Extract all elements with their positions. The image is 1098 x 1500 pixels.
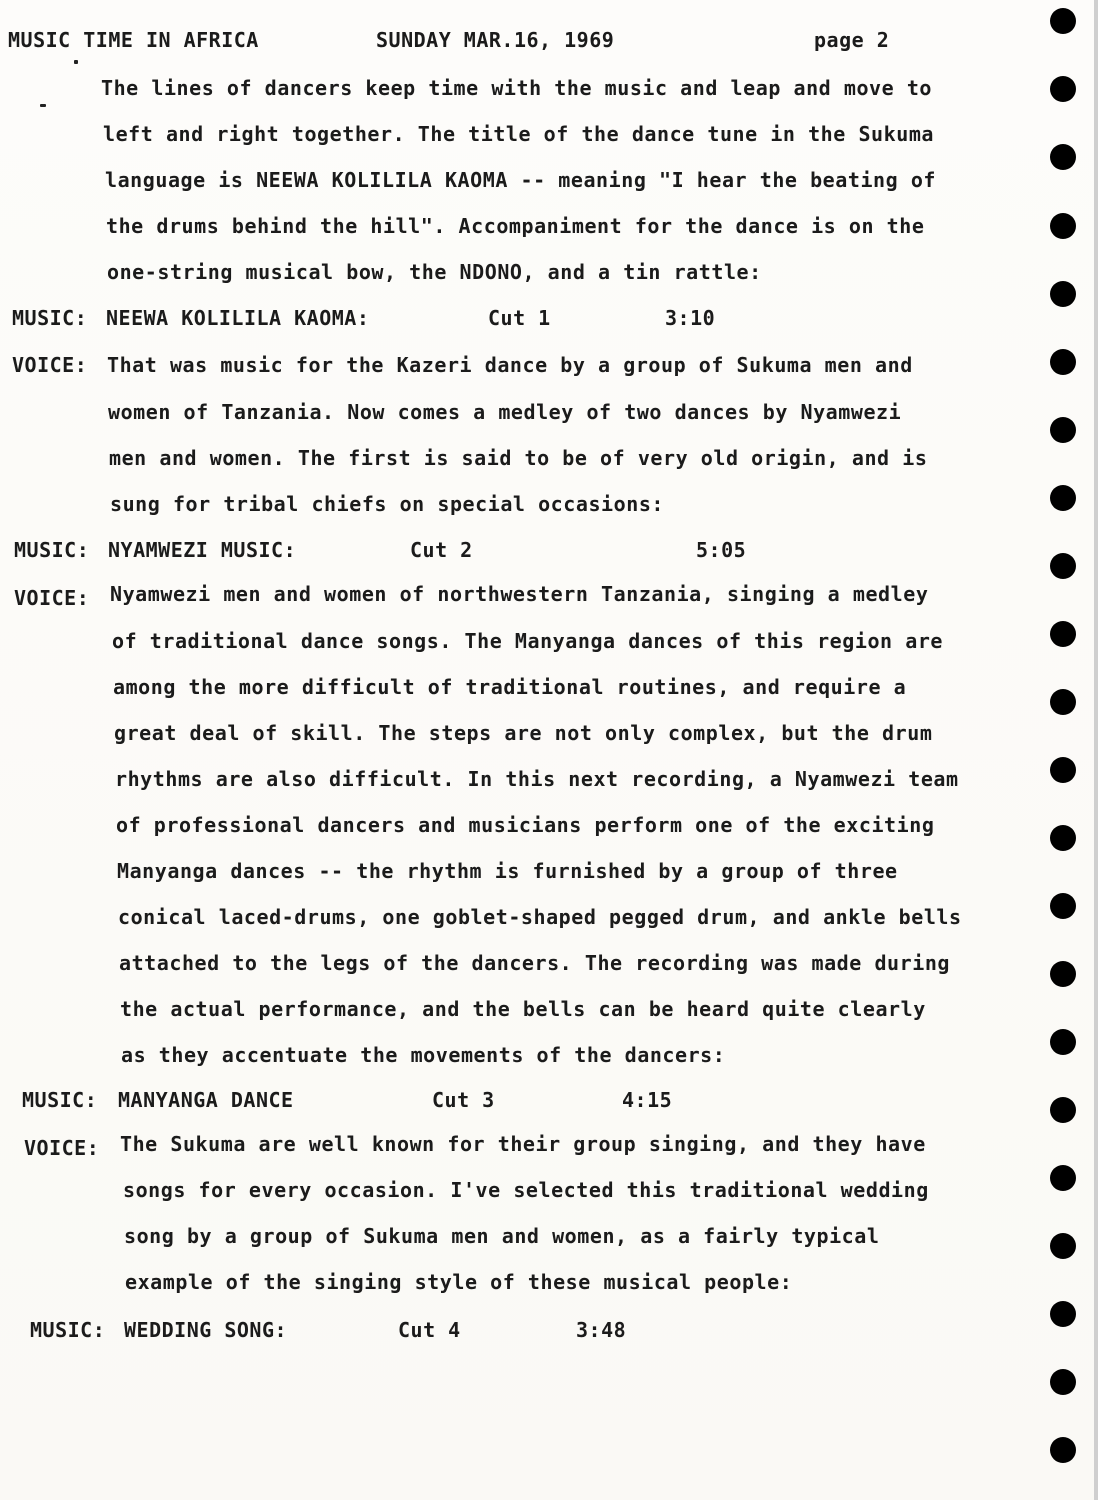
cue-time: 5:05 [696,538,747,562]
cue-title: MANYANGA DANCE [118,1088,294,1112]
intro-line: left and right together. The title of the dance tune in the Sukuma [103,122,935,146]
cue-title: NYAMWEZI MUSIC: [108,538,297,562]
voice-label: VOICE: [14,586,90,610]
page-number: page 2 [814,28,890,52]
ink-mark [74,60,78,64]
program-title: MUSIC TIME IN AFRICA [8,28,259,52]
voice-line: women of Tanzania. Now comes a medley of two dances by Nyamwezi [108,400,902,424]
intro-line: one-string musical bow, the NDONO, and a tin rattle: [107,260,762,284]
cue-time: 4:15 [622,1088,673,1112]
feed-hole [1050,1233,1076,1259]
voice-line: conical laced-drums, one goblet-shaped pegged drum, and ankle bells [118,905,962,929]
voice-line: Manyanga dances -- the rhythm is furnished by a group of three [117,859,898,883]
music-cue [14,536,914,564]
feed-hole [1050,621,1076,647]
feed-hole [1050,1097,1076,1123]
feed-hole [1050,281,1076,307]
feed-hole [1050,553,1076,579]
ink-mark [40,104,46,107]
cue-time: 3:48 [576,1318,627,1342]
feed-hole [1050,8,1076,34]
feed-hole [1050,213,1076,239]
music-cue [22,1086,922,1114]
intro-line: the drums behind the hill". Accompaniment for the dance is on the [106,214,925,238]
voice-label: VOICE: [24,1136,100,1160]
voice-line: of traditional dance songs. The Manyanga dances of this region are [112,629,944,653]
cue-cut: Cut 3 [432,1088,495,1112]
cue-title: WEDDING SONG: [124,1318,288,1342]
feed-hole [1050,961,1076,987]
feed-hole [1050,757,1076,783]
voice-line: That was music for the Kazeri dance by a group of Sukuma men and [107,353,913,377]
cue-cut: Cut 4 [398,1318,461,1342]
feed-hole [1050,1165,1076,1191]
page-header [8,28,1028,58]
cue-cut: Cut 2 [410,538,473,562]
feed-hole [1050,893,1076,919]
music-cue [30,1316,930,1344]
feed-hole [1050,1029,1076,1055]
intro-line: language is NEEWA KOLILILA KAOMA -- meaning "I hear the beating of [105,168,937,192]
tractor-feed-holes [1050,0,1078,1500]
cue-label: MUSIC: [30,1318,106,1342]
voice-line: the actual performance, and the bells can be heard quite clearly [120,997,926,1021]
voice-line: as they accentuate the movements of the dancers: [121,1043,726,1067]
cue-label: MUSIC: [12,306,88,330]
feed-hole [1050,485,1076,511]
voice-line: among the more difficult of traditional routines, and require a [113,675,907,699]
cue-time: 3:10 [665,306,716,330]
feed-hole [1050,1301,1076,1327]
feed-hole [1050,825,1076,851]
feed-hole [1050,1437,1076,1463]
feed-hole [1050,1369,1076,1395]
feed-hole [1050,689,1076,715]
cue-label: MUSIC: [14,538,90,562]
voice-label: VOICE: [12,353,88,377]
voice-line: example of the singing style of these musical people: [125,1270,793,1294]
voice-line: songs for every occasion. I've selected this traditional wedding [123,1178,929,1202]
cue-cut: Cut 1 [488,306,551,330]
voice-line: sung for tribal chiefs on special occasions: [110,492,665,516]
voice-line: men and women. The first is said to be of very old origin, and is [109,446,928,470]
broadcast-date: SUNDAY MAR.16, 1969 [376,28,615,52]
voice-line: Nyamwezi men and women of northwestern Tanzania, singing a medley [110,582,929,606]
music-cue [12,304,912,332]
feed-hole [1050,76,1076,102]
voice-line: of professional dancers and musicians perform one of the exciting [116,813,935,837]
voice-line: song by a group of Sukuma men and women, as a fairly typical [124,1224,880,1248]
voice-line: rhythms are also difficult. In this next recording, a Nyamwezi team [115,767,959,791]
feed-hole [1050,417,1076,443]
cue-title: NEEWA KOLILILA KAOMA: [106,306,370,330]
cue-label: MUSIC: [22,1088,98,1112]
page-edge [1094,0,1098,1500]
voice-line: The Sukuma are well known for their group singing, and they have [120,1132,926,1156]
feed-hole [1050,144,1076,170]
intro-line: The lines of dancers keep time with the music and leap and move to [101,76,933,100]
voice-line: great deal of skill. The steps are not only complex, but the drum [114,721,933,745]
feed-hole [1050,349,1076,375]
voice-line: attached to the legs of the dancers. The recording was made during [119,951,951,975]
